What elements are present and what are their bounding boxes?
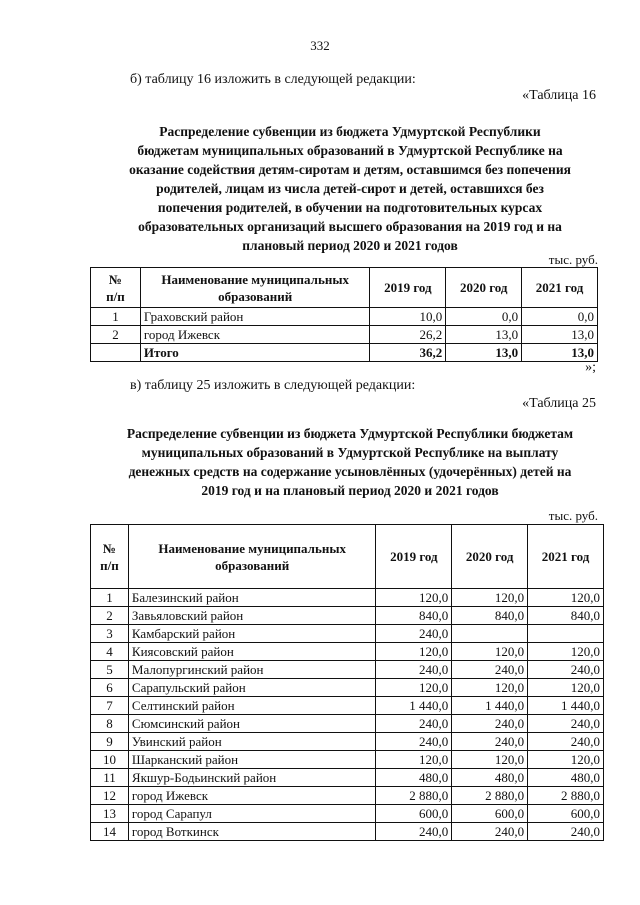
row-2019: 120,0 [376,679,452,697]
table-row [91,715,604,733]
row-2021: 240,0 [528,715,604,733]
section-v-title: Распределение субвенции из бюджета Удмуртской Республики бюджетам муниципальных образований в Удмуртской Республике на выплату денежных средств на содержание усыновлённых (удочерённых) детей на 2019 год и на плановый период 2020 и 2021 годов [126,426,574,498]
table-row [91,308,598,326]
section-v-intro: в) таблицу 25 изложить в следующей редакции: [130,378,416,393]
row-2020: 840,0 [452,607,528,625]
table-row [91,805,604,823]
table-25 [90,524,604,841]
row-2020: 240,0 [452,661,528,679]
row-no: 1 [91,308,141,326]
row-no: 3 [91,625,129,643]
table-row [91,769,604,787]
row-2019: 1 440,0 [376,697,452,715]
page-number: 332 [310,38,330,53]
table-row [91,607,604,625]
row-2021: 120,0 [528,643,604,661]
row-no: 14 [91,823,129,841]
row-no: 1 [91,589,129,607]
table-row [91,661,604,679]
row-no: 11 [91,769,129,787]
row-name: Завьяловский район [128,607,375,625]
header-name: Наименование муниципальных образований [140,268,370,308]
row-name: Малопургинский район [128,661,375,679]
row-2021: 600,0 [528,805,604,823]
total-label: Итого [140,344,370,362]
row-name: Шарканский район [128,751,375,769]
row-2020: 120,0 [452,589,528,607]
row-no: 10 [91,751,129,769]
row-no: 7 [91,697,129,715]
row-name: Сарапульский район [128,679,375,697]
row-2020 [452,625,528,643]
row-name: Селтинский район [128,697,375,715]
table-16-header [91,268,598,308]
row-2021: 480,0 [528,769,604,787]
table-16 [90,267,598,362]
row-2019: 240,0 [376,625,452,643]
header-no: № п/п [91,268,141,308]
total-2020: 13,0 [446,344,522,362]
row-2020: 120,0 [452,643,528,661]
row-2020: 0,0 [446,308,522,326]
row-no: 4 [91,643,129,661]
row-2021: 120,0 [528,679,604,697]
row-name: Увинский район [128,733,375,751]
row-name: город Ижевск [140,326,370,344]
row-name: Якшур-Бодьинский район [128,769,375,787]
header-name: Наименование муниципальных образований [128,525,375,589]
row-2019: 240,0 [376,823,452,841]
row-no: 6 [91,679,129,697]
table-total-row [91,344,598,362]
header-2021: 2021 год [522,268,598,308]
row-2020: 120,0 [452,751,528,769]
row-2021: 240,0 [528,661,604,679]
row-name: город Воткинск [128,823,375,841]
row-2020: 13,0 [446,326,522,344]
table-25-header [91,525,604,589]
row-name: город Ижевск [128,787,375,805]
row-2021: 840,0 [528,607,604,625]
row-name: Граховский район [140,308,370,326]
row-2019: 240,0 [376,715,452,733]
row-name: Камбарский район [128,625,375,643]
section-v-table-ref: «Таблица 25 [522,396,596,411]
row-2021: 240,0 [528,823,604,841]
row-2019: 120,0 [376,643,452,661]
row-no: 12 [91,787,129,805]
row-2020: 240,0 [452,823,528,841]
row-2019: 26,2 [370,326,446,344]
header-2019: 2019 год [376,525,452,589]
row-2021 [528,625,604,643]
row-2020: 480,0 [452,769,528,787]
row-2021: 120,0 [528,589,604,607]
header-2019: 2019 год [370,268,446,308]
row-2019: 240,0 [376,733,452,751]
row-name: город Сарапул [128,805,375,823]
header-2020: 2020 год [446,268,522,308]
row-2019: 240,0 [376,661,452,679]
section-b-closing: »; [585,360,596,375]
row-no: 9 [91,733,129,751]
row-no: 5 [91,661,129,679]
row-2021: 0,0 [522,308,598,326]
row-2020: 600,0 [452,805,528,823]
total-2019: 36,2 [370,344,446,362]
row-2019: 2 880,0 [376,787,452,805]
table-row [91,823,604,841]
row-2021: 240,0 [528,733,604,751]
row-no: 2 [91,326,141,344]
row-name: Балезинский район [128,589,375,607]
section-b-title: Распределение субвенции из бюджета Удмуртской Республики бюджетам муниципальных образований в Удмуртской Республике на оказание содействия детям-сиротам и детям, оставшимся без попечения родителей, лицам из числа детей-сирот и детей, оставшихся без попечения родителей, в обучении на подготовительных курсах образовательных организаций высшего образования на 2019 год и на плановый период 2020 и 2021 годов [129,124,571,253]
table-row [91,697,604,715]
row-2021: 1 440,0 [528,697,604,715]
table-row [91,751,604,769]
row-2019: 600,0 [376,805,452,823]
header-2021: 2021 год [528,525,604,589]
row-2021: 120,0 [528,751,604,769]
row-2020: 240,0 [452,733,528,751]
row-name: Киясовский район [128,643,375,661]
section-b-table-ref: «Таблица 16 [522,88,596,103]
row-2019: 10,0 [370,308,446,326]
row-no: 2 [91,607,129,625]
total-2021: 13,0 [522,344,598,362]
row-2020: 240,0 [452,715,528,733]
row-no: 8 [91,715,129,733]
total-no [91,344,141,362]
table-row [91,625,604,643]
row-2019: 120,0 [376,751,452,769]
table-row [91,733,604,751]
row-name: Сюмсинский район [128,715,375,733]
table-row [91,787,604,805]
table-row [91,679,604,697]
row-no: 13 [91,805,129,823]
header-2020: 2020 год [452,525,528,589]
table-row [91,326,598,344]
row-2020: 120,0 [452,679,528,697]
section-v-units: тыс. руб. [548,508,598,523]
row-2019: 480,0 [376,769,452,787]
table-row [91,589,604,607]
header-no: № п/п [91,525,129,589]
section-b-units: тыс. руб. [548,252,598,267]
row-2021: 2 880,0 [528,787,604,805]
row-2019: 840,0 [376,607,452,625]
table-row [91,643,604,661]
row-2020: 1 440,0 [452,697,528,715]
row-2019: 120,0 [376,589,452,607]
row-2021: 13,0 [522,326,598,344]
row-2020: 2 880,0 [452,787,528,805]
section-b-intro: б) таблицу 16 изложить в следующей редакции: [130,72,416,87]
